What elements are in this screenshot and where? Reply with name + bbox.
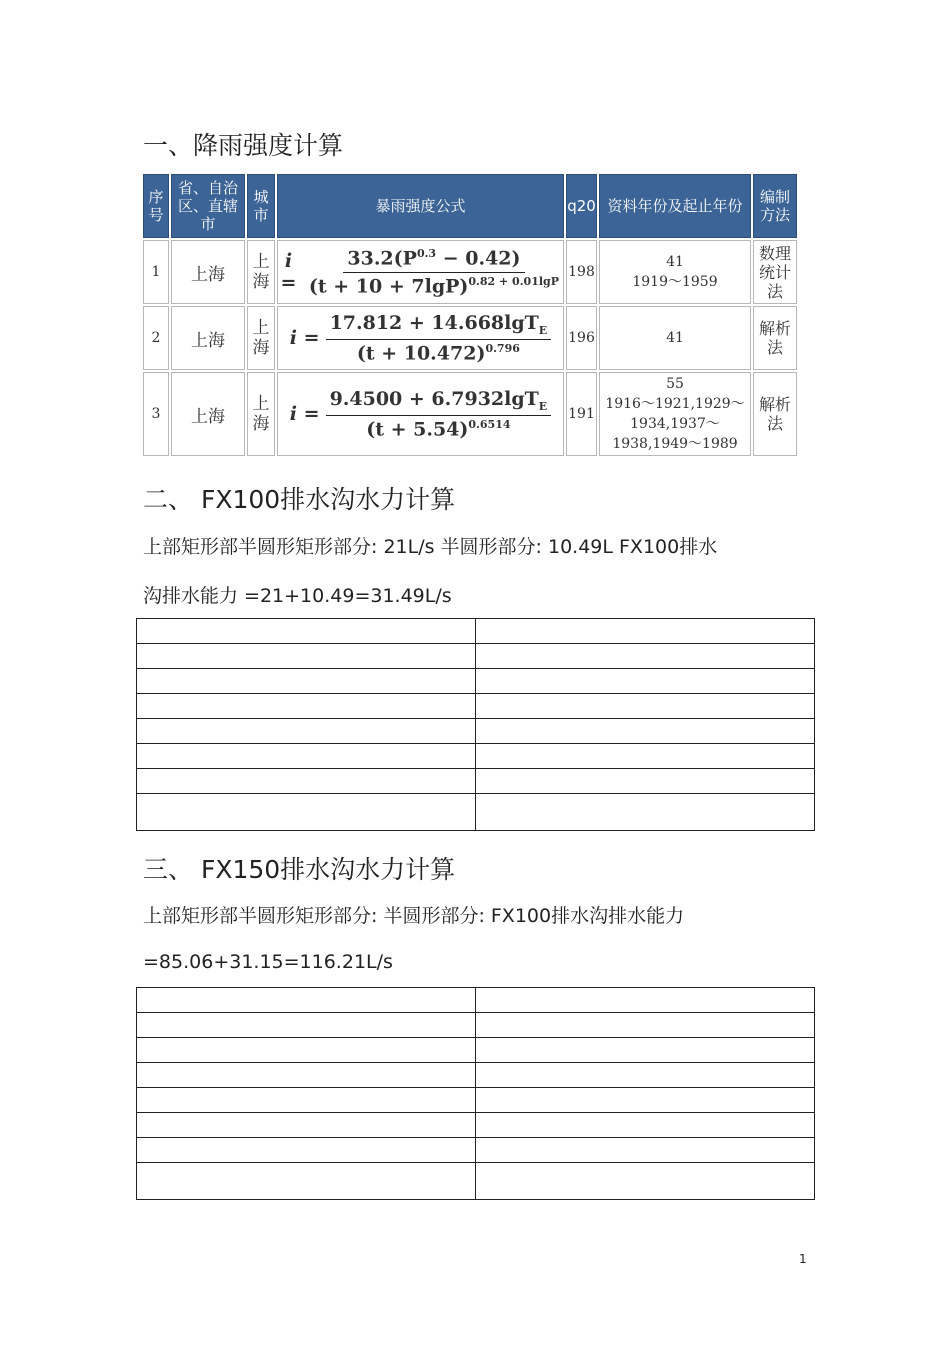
fx100-grid-table [136, 618, 815, 831]
cell-no: 1 [143, 240, 169, 304]
cell-province: 上海 [171, 372, 245, 456]
table-row [137, 619, 815, 644]
table-row [137, 669, 815, 694]
table-row [137, 1038, 815, 1063]
cell-years: 55 1916～1921,1929～ 1934,1937～ 1938,1949～1989 [599, 372, 751, 456]
cell-q20: 196 [566, 306, 597, 370]
section3-line1: 上部矩形部半圆形矩形部分: 半圆形部分: FX100排水沟排水能力 [143, 905, 685, 927]
table-row [137, 1113, 815, 1138]
section3-line2: =85.06+31.15=116.21L/s [143, 951, 393, 973]
table-row [143, 372, 797, 456]
table-row [137, 1063, 815, 1088]
cell-province: 上海 [171, 240, 245, 304]
cell-formula [277, 306, 564, 370]
header-no: 序号 [143, 174, 169, 238]
header-method: 编制方法 [753, 174, 797, 238]
cell-q20: 191 [566, 372, 597, 456]
cell-method: 解析法 [753, 372, 797, 456]
cell-years: 41 [599, 306, 751, 370]
page-number: 1 [799, 1252, 807, 1266]
section3-title: 三、 FX150排水沟水力计算 [143, 855, 456, 884]
section2-line2: 沟排水能力 =21+10.49=31.49L/s [143, 585, 452, 607]
table-row [137, 988, 815, 1013]
formula-2: i = $\frac{17.812 + 14.668\lg T_E}{(t + 10.472)^{0.796}}$ [290, 312, 551, 364]
cell-city: 上海 [247, 306, 275, 370]
cell-no: 3 [143, 372, 169, 456]
rainfall-intensity-table [141, 172, 799, 458]
table-row [137, 1163, 815, 1200]
table-row [137, 694, 815, 719]
table-row [137, 1013, 815, 1038]
cell-formula [277, 240, 564, 304]
table-row [137, 744, 815, 769]
section2-title: 二、 FX100排水沟水力计算 [143, 485, 456, 514]
cell-province: 上海 [171, 306, 245, 370]
table-row [137, 1088, 815, 1113]
table-row [137, 769, 815, 794]
cell-city: 上海 [247, 372, 275, 456]
header-q20: q20 [566, 174, 597, 238]
table-row [137, 719, 815, 744]
header-city: 城市 [247, 174, 275, 238]
cell-method: 解析法 [753, 306, 797, 370]
section1-title: 一、降雨强度计算 [143, 131, 344, 160]
table-row [137, 794, 815, 831]
formula-3: i = $\frac{9.4500 + 6.7932\lg T_E}{(t + 5.54)^{0.6514}}$ [290, 388, 551, 440]
table-row [143, 240, 797, 304]
cell-city: 上海 [247, 240, 275, 304]
cell-no: 2 [143, 306, 169, 370]
fx150-grid-table [136, 987, 815, 1200]
cell-method: 数理统计法 [753, 240, 797, 304]
cell-q20: 198 [566, 240, 597, 304]
section2-line1: 上部矩形部半圆形矩形部分: 21L/s 半圆形部分: 10.49L FX100排水 [143, 536, 718, 558]
header-years: 资料年份及起止年份 [599, 174, 751, 238]
header-formula: 暴雨强度公式 [277, 174, 564, 238]
formula-1: i = $\frac{33.2(P^{0.3} - 0.42)}{(t + 10 + 7\lg P)^{0.82 + 0.01lgP}}$ [280, 247, 559, 297]
cell-formula [277, 372, 564, 456]
table-row [137, 644, 815, 669]
table-row [143, 306, 797, 370]
table-header-row [143, 174, 797, 238]
header-province: 省、自治区、直辖市 [171, 174, 245, 238]
cell-years: 41 1919～1959 [599, 240, 751, 304]
table-row [137, 1138, 815, 1163]
